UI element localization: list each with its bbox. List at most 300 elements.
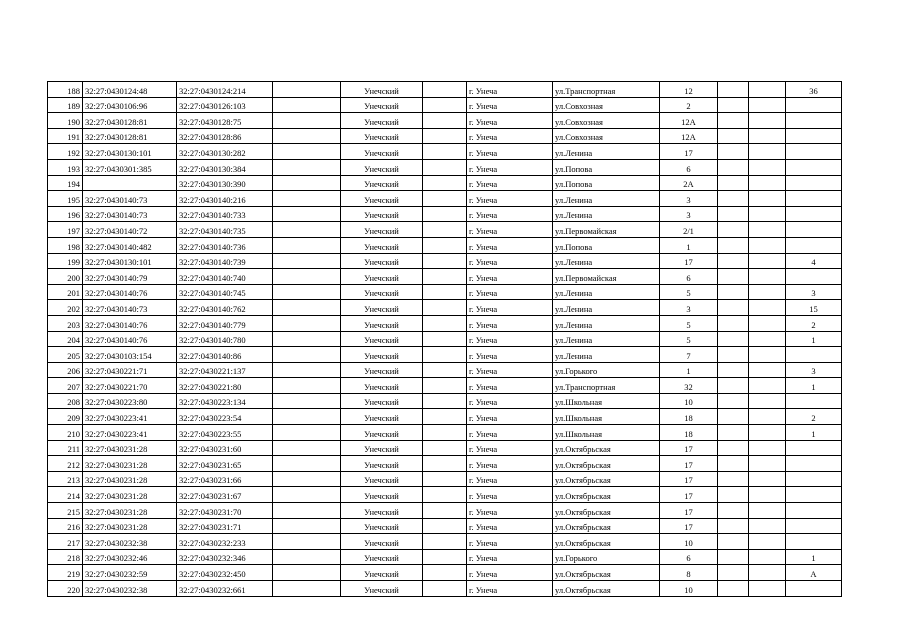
cell-house-number: 12А (660, 128, 718, 144)
cell-blank-column (423, 206, 467, 222)
cell-row-number: 212 (48, 456, 83, 472)
cell-district: Унечский (341, 440, 423, 456)
cell-blank-column (749, 378, 786, 394)
cell-blank-column (423, 175, 467, 191)
cell-cadastral-number-object: 32:27:0430232:233 (177, 534, 273, 550)
cell-district: Унечский (341, 534, 423, 550)
cell-row-number: 199 (48, 253, 83, 269)
cell-blank-column (423, 222, 467, 238)
cell-district: Унечский (341, 378, 423, 394)
table-row (48, 549, 842, 565)
cell-row-number: 205 (48, 347, 83, 363)
cell-row-number: 213 (48, 471, 83, 487)
cell-cadastral-number-parcel: 32:27:0430140:76 (83, 284, 177, 300)
table-row (48, 144, 842, 160)
cell-blank-column (749, 284, 786, 300)
cell-house-number: 17 (660, 518, 718, 534)
cell-row-number: 194 (48, 175, 83, 191)
cell-blank-column (423, 191, 467, 207)
cell-apartment-number: 3 (786, 284, 842, 300)
cell-street: ул.Октябрьская (553, 503, 660, 519)
cell-cadastral-number-parcel: 32:27:0430140:76 (83, 315, 177, 331)
cell-street: ул.Совхозная (553, 97, 660, 113)
cell-cadastral-number-parcel: 32:27:0430130:101 (83, 144, 177, 160)
cell-house-number: 12 (660, 82, 718, 98)
cell-blank-column (749, 144, 786, 160)
cell-cadastral-number-parcel: 32:27:0430140:73 (83, 191, 177, 207)
cell-blank-column (718, 128, 749, 144)
table-row (48, 315, 842, 331)
cell-apartment-number (786, 222, 842, 238)
cell-cadastral-number-object: 32:27:0430128:86 (177, 128, 273, 144)
cell-blank-column (423, 471, 467, 487)
cell-apartment-number (786, 456, 842, 472)
cell-blank-column (718, 300, 749, 316)
cell-cadastral-number-object: 32:27:0430130:282 (177, 144, 273, 160)
cell-row-number: 202 (48, 300, 83, 316)
cell-district: Унечский (341, 425, 423, 441)
cell-blank-column (423, 144, 467, 160)
cell-blank-column (718, 425, 749, 441)
cell-cadastral-number-parcel: 32:27:0430232:46 (83, 549, 177, 565)
cell-blank-column (423, 347, 467, 363)
cell-cadastral-number-object: 32:27:0430232:346 (177, 549, 273, 565)
cell-blank-column (749, 222, 786, 238)
cell-blank-column (423, 97, 467, 113)
cell-cadastral-number-parcel: 32:27:0430106:96 (83, 97, 177, 113)
cell-row-number: 196 (48, 206, 83, 222)
cell-cadastral-number-parcel: 32:27:0430140:76 (83, 331, 177, 347)
cell-settlement: г. Унеча (467, 581, 553, 597)
table-row (48, 331, 842, 347)
cell-house-number: 1 (660, 237, 718, 253)
cell-blank-column (423, 549, 467, 565)
cell-blank-column (273, 487, 341, 503)
cell-cadastral-number-object: 32:27:0430231:67 (177, 487, 273, 503)
cell-house-number: 7 (660, 347, 718, 363)
cell-apartment-number: 15 (786, 300, 842, 316)
cell-apartment-number: 36 (786, 82, 842, 98)
cell-blank-column (718, 503, 749, 519)
cell-blank-column (718, 159, 749, 175)
cell-blank-column (423, 253, 467, 269)
cell-blank-column (718, 534, 749, 550)
cell-district: Унечский (341, 159, 423, 175)
cell-cadastral-number-parcel: 32:27:0430231:28 (83, 487, 177, 503)
cell-blank-column (718, 97, 749, 113)
cell-blank-column (273, 549, 341, 565)
cell-settlement: г. Унеча (467, 425, 553, 441)
cell-house-number: 6 (660, 269, 718, 285)
cell-blank-column (423, 581, 467, 597)
cell-house-number: 6 (660, 549, 718, 565)
cell-apartment-number (786, 503, 842, 519)
cell-district: Унечский (341, 144, 423, 160)
cell-district: Унечский (341, 362, 423, 378)
cell-cadastral-number-parcel: 32:27:0430140:73 (83, 206, 177, 222)
cell-apartment-number: 3 (786, 362, 842, 378)
cell-blank-column (423, 128, 467, 144)
cell-blank-column (423, 503, 467, 519)
cell-blank-column (718, 269, 749, 285)
cell-street: ул.Попова (553, 237, 660, 253)
cell-apartment-number (786, 440, 842, 456)
cell-street: ул.Октябрьская (553, 487, 660, 503)
cell-street: ул.Октябрьская (553, 471, 660, 487)
cell-blank-column (749, 362, 786, 378)
table-row (48, 253, 842, 269)
cell-house-number: 8 (660, 565, 718, 581)
cell-blank-column (718, 222, 749, 238)
cell-house-number: 1 (660, 362, 718, 378)
cell-blank-column (423, 315, 467, 331)
cell-blank-column (749, 393, 786, 409)
cell-blank-column (718, 347, 749, 363)
cell-cadastral-number-parcel: 32:27:0430223:41 (83, 409, 177, 425)
cell-row-number: 188 (48, 82, 83, 98)
cell-blank-column (273, 518, 341, 534)
cell-district: Унечский (341, 300, 423, 316)
cell-blank-column (749, 409, 786, 425)
cell-blank-column (718, 456, 749, 472)
cell-cadastral-number-parcel: 32:27:0430223:80 (83, 393, 177, 409)
cell-blank-column (273, 425, 341, 441)
cell-cadastral-number-parcel: 32:27:0430221:70 (83, 378, 177, 394)
cell-settlement: г. Унеча (467, 206, 553, 222)
cell-district: Унечский (341, 503, 423, 519)
cell-settlement: г. Унеча (467, 565, 553, 581)
cell-cadastral-number-parcel: 32:27:0430231:28 (83, 456, 177, 472)
cell-cadastral-number-object: 32:27:0430140:740 (177, 269, 273, 285)
cell-cadastral-number-parcel: 32:27:0430223:41 (83, 425, 177, 441)
cell-cadastral-number-object: 32:27:0430231:65 (177, 456, 273, 472)
cell-row-number: 197 (48, 222, 83, 238)
cell-house-number: 3 (660, 206, 718, 222)
cell-apartment-number (786, 518, 842, 534)
cell-district: Унечский (341, 315, 423, 331)
cell-blank-column (749, 549, 786, 565)
cell-cadastral-number-parcel: 32:27:0430140:72 (83, 222, 177, 238)
cell-blank-column (273, 393, 341, 409)
table-row (48, 456, 842, 472)
cell-cadastral-number-object: 32:27:0430140:762 (177, 300, 273, 316)
cell-cadastral-number-object: 32:27:0430124:214 (177, 82, 273, 98)
cell-blank-column (423, 159, 467, 175)
cell-district: Унечский (341, 237, 423, 253)
cell-blank-column (749, 518, 786, 534)
cell-blank-column (749, 440, 786, 456)
cell-blank-column (273, 440, 341, 456)
cell-district: Унечский (341, 409, 423, 425)
cell-blank-column (423, 534, 467, 550)
cell-blank-column (718, 378, 749, 394)
cell-blank-column (718, 284, 749, 300)
cell-cadastral-number-parcel: 32:27:0430231:28 (83, 503, 177, 519)
cell-blank-column (718, 253, 749, 269)
cell-row-number: 211 (48, 440, 83, 456)
cell-street: ул.Школьная (553, 425, 660, 441)
cell-blank-column (423, 237, 467, 253)
cell-district: Унечский (341, 269, 423, 285)
cell-district: Унечский (341, 191, 423, 207)
cell-blank-column (423, 331, 467, 347)
cell-blank-column (273, 300, 341, 316)
cell-blank-column (718, 175, 749, 191)
cell-blank-column (718, 331, 749, 347)
cell-house-number: 17 (660, 253, 718, 269)
cell-blank-column (273, 284, 341, 300)
cell-cadastral-number-object: 32:27:0430221:137 (177, 362, 273, 378)
cell-blank-column (749, 456, 786, 472)
cell-blank-column (273, 175, 341, 191)
cell-street: ул.Октябрьская (553, 565, 660, 581)
table-row (48, 222, 842, 238)
table-row (48, 534, 842, 550)
cell-house-number: 18 (660, 425, 718, 441)
cell-blank-column (749, 159, 786, 175)
cell-apartment-number: 2 (786, 409, 842, 425)
cell-street: ул.Октябрьская (553, 581, 660, 597)
cell-blank-column (423, 409, 467, 425)
cell-blank-column (749, 347, 786, 363)
cell-blank-column (273, 378, 341, 394)
table-row (48, 206, 842, 222)
cell-cadastral-number-parcel (83, 175, 177, 191)
cell-cadastral-number-object: 32:27:0430126:103 (177, 97, 273, 113)
table-row (48, 378, 842, 394)
cell-blank-column (273, 534, 341, 550)
table-row (48, 409, 842, 425)
table-row (48, 175, 842, 191)
cell-blank-column (718, 315, 749, 331)
cell-cadastral-number-object: 32:27:0430231:60 (177, 440, 273, 456)
cell-blank-column (273, 331, 341, 347)
cell-house-number: 10 (660, 534, 718, 550)
cell-blank-column (718, 144, 749, 160)
cell-settlement: г. Унеча (467, 362, 553, 378)
cell-cadastral-number-object: 32:27:0430140:733 (177, 206, 273, 222)
cell-house-number: 17 (660, 487, 718, 503)
cell-district: Унечский (341, 487, 423, 503)
cell-house-number: 10 (660, 581, 718, 597)
cell-cadastral-number-parcel: 32:27:0430130:101 (83, 253, 177, 269)
cell-street: ул.Октябрьская (553, 456, 660, 472)
cell-blank-column (718, 237, 749, 253)
cell-settlement: г. Унеча (467, 222, 553, 238)
cell-blank-column (718, 581, 749, 597)
cell-district: Унечский (341, 284, 423, 300)
cell-cadastral-number-parcel: 32:27:0430128:81 (83, 113, 177, 129)
cell-blank-column (273, 222, 341, 238)
cell-house-number: 2/1 (660, 222, 718, 238)
cell-blank-column (273, 128, 341, 144)
cell-blank-column (718, 409, 749, 425)
cell-row-number: 217 (48, 534, 83, 550)
cell-settlement: г. Унеча (467, 128, 553, 144)
cell-settlement: г. Унеча (467, 549, 553, 565)
cell-district: Унечский (341, 331, 423, 347)
table-row (48, 237, 842, 253)
cell-street: ул.Ленина (553, 347, 660, 363)
cell-house-number: 17 (660, 440, 718, 456)
table-row (48, 565, 842, 581)
cell-cadastral-number-object: 32:27:0430221:80 (177, 378, 273, 394)
document-page (47, 81, 841, 597)
cell-blank-column (749, 269, 786, 285)
cell-apartment-number (786, 347, 842, 363)
cell-house-number: 12А (660, 113, 718, 129)
cell-apartment-number (786, 237, 842, 253)
cell-settlement: г. Унеча (467, 331, 553, 347)
cell-district: Унечский (341, 471, 423, 487)
cell-street: ул.Совхозная (553, 128, 660, 144)
cell-house-number: 3 (660, 300, 718, 316)
table-row (48, 159, 842, 175)
cell-cadastral-number-parcel: 32:27:0430232:38 (83, 581, 177, 597)
cell-apartment-number: 1 (786, 378, 842, 394)
cell-blank-column (273, 82, 341, 98)
cell-row-number: 189 (48, 97, 83, 113)
cell-blank-column (749, 300, 786, 316)
cell-blank-column (718, 362, 749, 378)
cell-cadastral-number-object: 32:27:0430130:384 (177, 159, 273, 175)
table-row (48, 440, 842, 456)
cell-cadastral-number-parcel: 32:27:0430124:48 (83, 82, 177, 98)
cell-cadastral-number-parcel: 32:27:0430232:59 (83, 565, 177, 581)
cell-settlement: г. Унеча (467, 300, 553, 316)
cell-row-number: 207 (48, 378, 83, 394)
cell-row-number: 191 (48, 128, 83, 144)
cell-blank-column (749, 82, 786, 98)
cell-row-number: 192 (48, 144, 83, 160)
cell-cadastral-number-parcel: 32:27:0430140:79 (83, 269, 177, 285)
cell-house-number: 17 (660, 503, 718, 519)
cell-district: Унечский (341, 253, 423, 269)
cell-row-number: 203 (48, 315, 83, 331)
cell-row-number: 200 (48, 269, 83, 285)
cell-blank-column (423, 456, 467, 472)
cell-apartment-number (786, 175, 842, 191)
cell-blank-column (423, 565, 467, 581)
table-row (48, 581, 842, 597)
cell-district: Унечский (341, 113, 423, 129)
cell-settlement: г. Унеча (467, 487, 553, 503)
cell-street: ул.Ленина (553, 206, 660, 222)
cell-street: ул.Попова (553, 159, 660, 175)
cell-blank-column (273, 409, 341, 425)
cell-blank-column (273, 253, 341, 269)
cell-row-number: 208 (48, 393, 83, 409)
table-row (48, 284, 842, 300)
cell-house-number: 6 (660, 159, 718, 175)
cell-blank-column (273, 503, 341, 519)
cell-district: Унечский (341, 97, 423, 113)
table-row (48, 300, 842, 316)
cell-cadastral-number-object: 32:27:0430223:134 (177, 393, 273, 409)
cell-blank-column (749, 175, 786, 191)
cell-cadastral-number-object: 32:27:0430140:736 (177, 237, 273, 253)
cell-street: ул.Октябрьская (553, 440, 660, 456)
cell-blank-column (749, 534, 786, 550)
table-row (48, 191, 842, 207)
cell-blank-column (273, 97, 341, 113)
cell-apartment-number (786, 206, 842, 222)
cell-blank-column (749, 581, 786, 597)
cell-blank-column (273, 362, 341, 378)
cell-street: ул.Первомайская (553, 269, 660, 285)
cell-street: ул.Школьная (553, 393, 660, 409)
cell-settlement: г. Унеча (467, 269, 553, 285)
cell-apartment-number (786, 487, 842, 503)
cell-cadastral-number-object: 32:27:0430223:54 (177, 409, 273, 425)
table-row (48, 425, 842, 441)
cell-blank-column (718, 393, 749, 409)
cell-house-number: 17 (660, 471, 718, 487)
cell-blank-column (718, 471, 749, 487)
cell-district: Унечский (341, 549, 423, 565)
cell-settlement: г. Унеча (467, 440, 553, 456)
cell-blank-column (749, 503, 786, 519)
cell-house-number: 5 (660, 315, 718, 331)
table-row (48, 471, 842, 487)
cell-blank-column (749, 237, 786, 253)
cell-blank-column (749, 315, 786, 331)
cell-row-number: 190 (48, 113, 83, 129)
cell-street: ул.Ленина (553, 191, 660, 207)
cell-cadastral-number-object: 32:27:0430140:745 (177, 284, 273, 300)
cell-blank-column (273, 206, 341, 222)
cell-street: ул.Ленина (553, 144, 660, 160)
cell-row-number: 195 (48, 191, 83, 207)
cell-house-number: 17 (660, 456, 718, 472)
table-row (48, 347, 842, 363)
cell-row-number: 209 (48, 409, 83, 425)
cell-blank-column (749, 97, 786, 113)
cell-blank-column (749, 128, 786, 144)
cell-row-number: 204 (48, 331, 83, 347)
cell-blank-column (749, 331, 786, 347)
cell-apartment-number (786, 534, 842, 550)
cell-apartment-number (786, 144, 842, 160)
cell-district: Унечский (341, 347, 423, 363)
cell-blank-column (749, 425, 786, 441)
table-row (48, 113, 842, 129)
cell-blank-column (423, 82, 467, 98)
cell-cadastral-number-object: 32:27:0430140:86 (177, 347, 273, 363)
cell-district: Унечский (341, 393, 423, 409)
cell-blank-column (749, 206, 786, 222)
cell-settlement: г. Унеча (467, 471, 553, 487)
cell-row-number: 214 (48, 487, 83, 503)
cell-settlement: г. Унеча (467, 253, 553, 269)
cell-settlement: г. Унеча (467, 456, 553, 472)
cell-settlement: г. Унеча (467, 113, 553, 129)
cell-blank-column (718, 487, 749, 503)
table-row (48, 82, 842, 98)
cell-district: Унечский (341, 581, 423, 597)
cell-settlement: г. Унеча (467, 97, 553, 113)
cell-apartment-number (786, 128, 842, 144)
cell-apartment-number: 2 (786, 315, 842, 331)
cell-district: Унечский (341, 128, 423, 144)
cell-street: ул.Ленина (553, 315, 660, 331)
cell-row-number: 219 (48, 565, 83, 581)
cell-blank-column (273, 237, 341, 253)
cell-street: ул.Ленина (553, 300, 660, 316)
cell-blank-column (423, 362, 467, 378)
cell-cadastral-number-object: 32:27:0430140:780 (177, 331, 273, 347)
cell-house-number: 2 (660, 97, 718, 113)
